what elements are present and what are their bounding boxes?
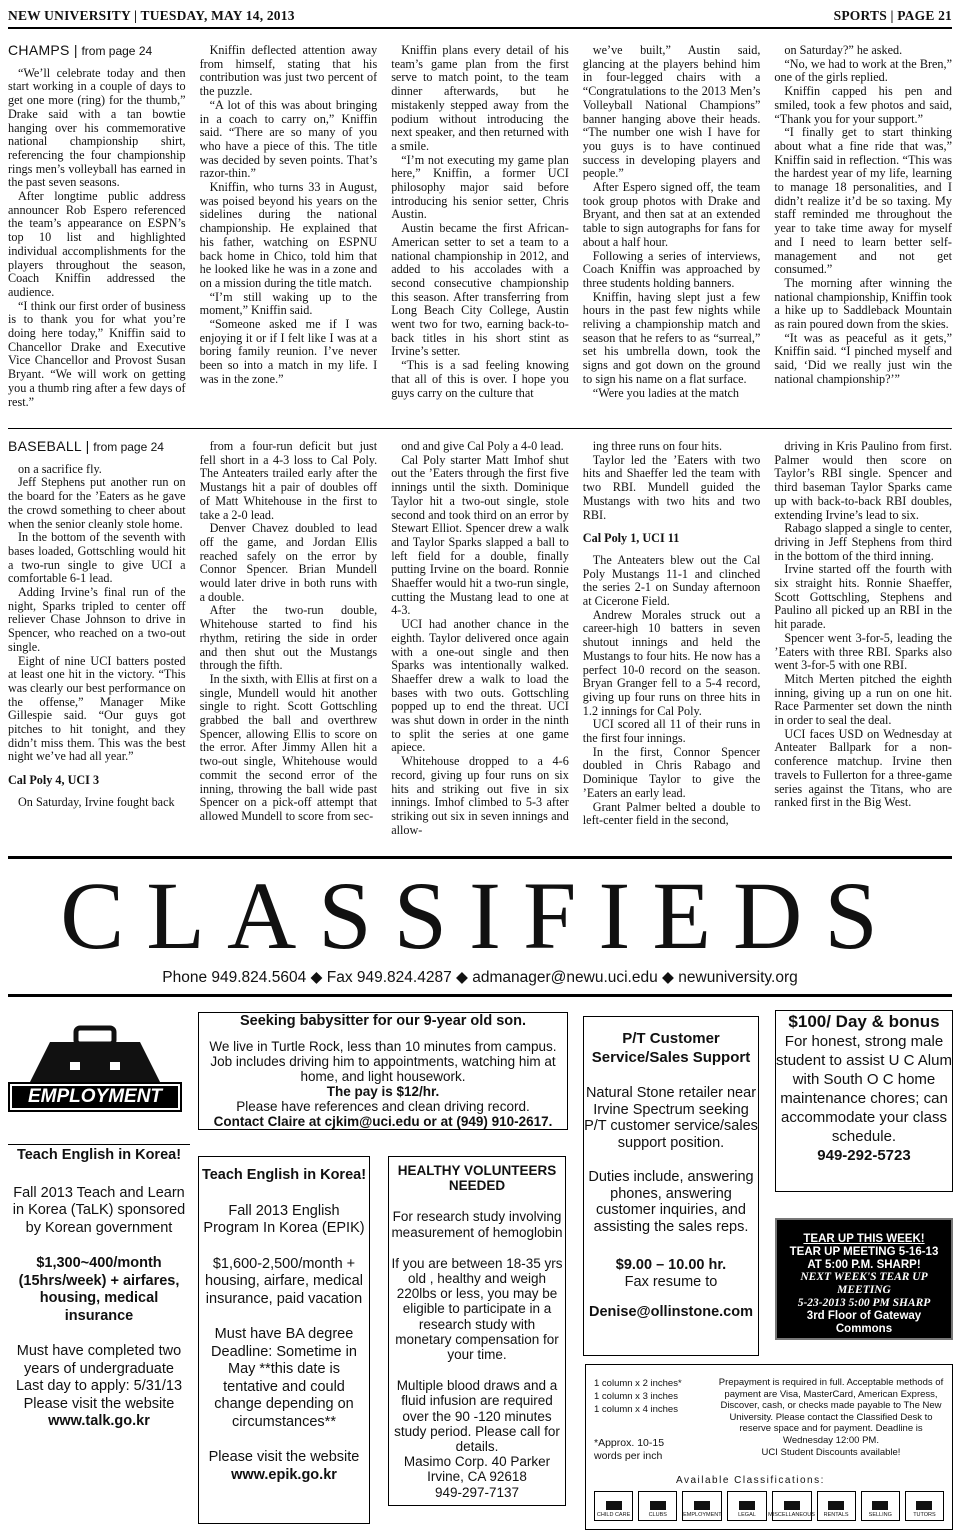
babysitter-body: We live in Turtle Rock, less than 10 minutes from campus. Job includes driving him to appointments, watching him at home, and light housework. [209, 1039, 557, 1084]
article-paragraph: driving in Kris Paulino from first. Palmer would then score on Taylor’s RBI single. Spencer and third baseman Taylor Sparks came up with back-to-back RBI doubles, extending Irvine’s lead to six. [774, 440, 952, 522]
rate-discount: UCI Student Discounts available! [761, 1446, 901, 1458]
talk-line-3: Must have completed two years of undergraduate [16, 1343, 182, 1377]
healthy-line-4: Masimo Corp. 40 Parker Irvine, CA 92618 [403, 1454, 551, 1485]
babysitter-refs: Please have references and clean driving record. [236, 1099, 530, 1114]
epik-line-4: Please visit the website [208, 1449, 360, 1465]
rate-terms [716, 1377, 946, 1458]
ad-healthy-volunteers [388, 1156, 566, 1506]
baseball-col-3 [391, 440, 569, 842]
healthy-line-3: Multiple blood draws and a fluid infusion are required over the 90 -120 minutes study period. Please call for details. [394, 1378, 560, 1455]
employment-label: EMPLOYMENT [10, 1084, 180, 1110]
rates-box [585, 1364, 953, 1530]
article-paragraph: After longtime public address announcer Rob Espero referenced the team’s appearance on ESPN’s top 10 list and highlighted individual accomplishments for the players throughout the season, Coach Kniffin addressed the audience. [8, 189, 186, 299]
category-icon-clubs [638, 1491, 677, 1521]
article-paragraph: After the two-run double, Whitehouse started to find his rhythm, retiring the side in order and then shut out the Mustangs through the fifth. [199, 603, 378, 673]
tearup-line-8: Commons [835, 1322, 893, 1335]
epik-line-1: Fall 2013 English Program In Korea (EPIK) [203, 1202, 365, 1236]
champs-jump-label: CHAMPS | [8, 44, 78, 58]
babysitter-contact: Contact Claire at cjkim@uci.edu or at (949) 910-2617. [213, 1114, 553, 1129]
article-paragraph: On Saturday, Irvine fought back [18, 794, 175, 809]
baseball-jump-label: BASEBALL | [8, 440, 90, 454]
article-paragraph: “A lot of this was about bringing in a coach to carry on,” Kniffin said. “There are so many of you who have a piece of this. The title was decided by seven points. That’s razor-thin.” [199, 97, 378, 181]
category-icon-tutors [905, 1491, 944, 1521]
champs-col-4 [583, 44, 761, 424]
baseball-col-4 [583, 440, 761, 842]
pt-email[interactable]: Denise@ollinstone.com [588, 1304, 753, 1320]
rate-sizes [594, 1377, 682, 1416]
article-paragraph: Adding Irvine’s final run of the night, Sparks tripled to center off reliever Chase Johnson to drive in Spencer, who reached on a two-out single. [8, 585, 186, 654]
epik-title: Teach English in Korea! [201, 1167, 367, 1183]
article-paragraph: UCI scored all 11 of their runs in the first four innings. [582, 717, 761, 746]
epik-website[interactable]: www.epik.go.kr [231, 1466, 337, 1483]
article-paragraph: “Were you ladies at the match [592, 385, 740, 400]
category-icon-rentals [817, 1491, 856, 1521]
article-paragraph: Irvine started off the fourth with six straight hits. Ronnie Shaeffer, Scott Gottschling, Stephens and Paulino all picked up an RBI in the hit parade. [774, 562, 952, 632]
pt-line-4: Fax resume to [624, 1273, 718, 1290]
article-paragraph: Eight of nine UCI batters posted at least one hit in the victory. “This was clearly our best performance on the offense,” Manager Mike Gillespie said. “Our guys got pitches to hit tonight, and they didn’t miss them. This was the best night we’ve had all year.” [8, 653, 186, 764]
article-paragraph: Taylor led the ’Eaters with two hits and Shaeffer led the team with two RBI. Mundell guided the Mustangs with two hits and two RBI. [582, 452, 761, 522]
article-paragraph: “I’m not executing my game plan here,” Kniffin, a former UCI philosophy major said before introducing his senior setter, Chris Austin. [391, 152, 569, 222]
category-label: TUTORS [913, 1512, 936, 1518]
article-paragraph: Denver Chavez doubled to lead off the game, and Jordan Ellis reached safely on the error by Connor Spencer. Brian Mundell would later drive in both runs with a double. [199, 521, 378, 604]
article-paragraph: Kniffin deflected attention away from himself, stating that his contribution was just two percent of the puzzle. [199, 44, 378, 99]
baseball-jump-from: from page 24 [93, 440, 164, 454]
hundred-body: For honest, strong male student to assist U C Alum with South O C home maintenance chores; can accommodate your class schedule. [776, 1033, 952, 1145]
talk-line-1: Fall 2013 Teach and Learn in Korea (TaLK) sponsored by Korean government [12, 1184, 186, 1236]
tear-up-notice [775, 1218, 953, 1340]
champs-col-5 [774, 44, 952, 424]
article-paragraph: Cal Poly starter Matt Imhof shut out the ’Eaters through the first five innings until the sixth. Dominique Taylor hit a two-out single, stole second and took third on an error by Stewart Elliot. Spencer drew a walk and Taylor Sparks slapped a ball to left field for a double, finally putting Irvine on the board. Ronnie Shaeffer would hit a two-run single, cutting the Mustang lead to one at 4-3. [391, 452, 569, 618]
article-paragraph: “No, we had to work at the Bren,” one of the girls replied. [774, 56, 952, 85]
header-right: SPORTS | PAGE 21 [833, 8, 952, 23]
article-paragraph: Jeff Stephens put another run on the board for the ’Eaters as he gave the crowd something to cheer about when the senior cleanly stole home. [8, 475, 186, 531]
talk-website[interactable]: www.talk.go.kr [48, 1413, 150, 1429]
baseball-jump-line [8, 440, 186, 455]
classifieds-contact-rule [8, 994, 952, 997]
story-divider [8, 428, 952, 429]
article-paragraph: Rabago slapped a single to center, driving in Jeff Stephens from third in the bottom of the third inning. [774, 521, 952, 563]
rate-terms-text: Prepayment is required in full. Acceptable methods of payment are Visa, MasterCard, American Express, Discover, cash, or checks made payable to The New University. Please contact the Classified Desk to reserve space and for payment. Deadline is Wednesday 12:00 PM. [718, 1377, 944, 1446]
tearup-line-4: NEXT WEEK'S TEAR UP [800, 1271, 928, 1284]
article-paragraph: After Espero signed off, the team took group photos with Drake and Bryant, and then sat at an extended table to sign autographs for fans for about a half hour. [582, 180, 761, 249]
category-label: CLUBS [648, 1512, 667, 1518]
pt-line-1: Natural Stone retailer near Irvine Spectrum seeking P/T customer service/sales support position. [584, 1085, 758, 1151]
category-label: EMPLOYMENT [683, 1512, 722, 1518]
article-paragraph: Whitehouse dropped to a 4-6 record, giving up four runs on six hits and striking out five in six innings. Imhof climbed to 5-3 after striking out six in seven innings and allow- [391, 754, 569, 837]
champs-col-3 [391, 44, 569, 424]
tearup-line-1: TEAR UP THIS WEEK! [803, 1233, 925, 1245]
category-label: SELLING [868, 1512, 892, 1518]
article-paragraph: UCI faces USD on Wednesday at Anteater Ballpark for a non-conference matchup. Irvine then travels to Fullerton for a three-game series against the Titans, who are ranked first in the Big West. [774, 726, 952, 810]
article-paragraph: Spencer went 3-for-5, leading the ’Eaters with three RBI. Sparks also went 3-for-5 with one RBI. [774, 630, 952, 673]
baseball-col-1 [8, 440, 186, 842]
rate-size-3: 1 column x 4 inches [594, 1404, 678, 1415]
subhead-cal-poly-1: Cal Poly 1, UCI 11 [582, 531, 680, 546]
briefcase-icon [10, 1012, 180, 1140]
baseball-col-5 [774, 440, 952, 842]
category-icon-child-care [594, 1491, 633, 1521]
ad-epik [198, 1156, 370, 1524]
category-icons [594, 1491, 944, 1521]
article-paragraph: Mitch Merten pitched the eighth inning, giving up a run on one hit. Race Parmenter set down the ninth in order to seal the deal. [774, 671, 952, 728]
subhead-cal-poly-4: Cal Poly 4, UCI 3 [8, 773, 100, 788]
hundred-title: $100/ Day & bonus [788, 1012, 940, 1031]
article-paragraph: Kniffin capped his pen and smiled, took a few photos and said, “Thank you for your support.” [774, 84, 952, 126]
article-paragraph: UCI had another chance in the eighth. Taylor delivered once again with a one-out single and then Sparks was intentionally walked. Shaeffer drew a walk to load the bases with two outs. Gottschling popped up to end the threat. UCI was shut down in order in the ninth to split the series at one game apiece. [391, 617, 569, 755]
category-icon-selling [861, 1491, 900, 1521]
article-paragraph: In the sixth, with Ellis at first on a single, Mundell would hit another single to right. Scott Gottschling grabbed the ball and overthrew Spencer, allowing Ellis to score on the error. After Jimmy Allen hit a two-out single, Whitehouse would commit the second error of the inning, throwing the ball wide past Spencer on a pick-off attempt that allowed Mundell to score from sec- [199, 671, 378, 823]
article-paragraph: Austin became the first African-American setter to set a team to a national championship in 2012, and added to his accolades with a second consecutive championship this season. After transferring from Long Beach City College, Austin went two for two, earning back-to-back titles in his short stint as Irvine’s setter. [391, 221, 569, 359]
category-label: RENTALS [823, 1512, 849, 1518]
article-paragraph: Kniffin plans every detail of his team’s game plan from the first serve to match point, to the team dinner afterwards, but he mistakenly stepped away from the podium without introducing the next speaker, and then returned with a smile. [391, 44, 569, 153]
talk-line-5: Please visit the website [23, 1395, 175, 1412]
talk-line-2: $1,300~400/month (15hrs/week) + airfares, housing, medical insurance [18, 1255, 180, 1324]
article-paragraph: “I’m still waking up to the moment,” Kniffin said. [199, 289, 378, 318]
rate-approx: *Approx. 10-15 words per inch [594, 1437, 665, 1462]
ad-pt-customer-service [583, 1016, 759, 1356]
article-paragraph: Kniffin, who turns 33 in August, was poised beyond his years on the sidelines during the national championship. He explained that his father, watching on ESPNU back home in Chico, told him that he looked like he was in a zone and on a mission during the title match. [199, 180, 378, 290]
article-paragraph: In the bottom of the seventh with bases loaded, Gottschling would hit a two-run single to give UCI a comfortable 6-1 lead. [8, 530, 186, 586]
category-icon-miscellaneous [768, 1491, 815, 1521]
healthy-title: HEALTHY VOLUNTEERS NEEDED [397, 1163, 557, 1194]
available-classifications: Available Classifications: [676, 1475, 825, 1486]
pt-line-2: Duties include, answering phones, answering customer inquiries, and assisting the sales reps. [588, 1169, 754, 1235]
article-paragraph: “This is a sad feeling knowing that all of this is over. I hope you guys carry on the culture that [391, 358, 569, 400]
pt-title: P/T Customer Service/Sales Support [591, 1030, 751, 1066]
header-rule [8, 27, 952, 29]
header-left: NEW UNIVERSITY | TUESDAY, MAY 14, 2013 [8, 8, 295, 23]
article-paragraph: Andrew Morales struck out a career-high 10 batters in seven shutout innings and held the Mustangs to four hits. He now has a perfect 10-0 record on the season. Bryan Granger fell to a 5-4 record, giving up four runs on three hits in 1.2 innings for Cal Poly. [582, 607, 761, 718]
healthy-phone: 949-297-7137 [434, 1484, 520, 1500]
article-paragraph: on Saturday?” he asked. [784, 44, 903, 57]
article-paragraph: Kniffin, having slept just a few hours in the past few nights while reliving a championship match and season that he refers to as “surreal,” set his umbrella down, took the signs and got down on the ground to sign his name on a flat surface. [582, 289, 761, 386]
classifieds-title: CLASSIFIEDS [60, 862, 900, 969]
epik-line-3: Must have BA degree Deadline: Sometime in May **this date is tentative and could change depending on circumstances** [211, 1326, 357, 1430]
tearup-line-6: 5-23-2013 5:00 PM SHARP [797, 1296, 931, 1309]
champs-story [8, 44, 952, 424]
tearup-line-7: 3rd Floor of Gateway [806, 1309, 922, 1322]
article-paragraph: “I finally get to start thinking about what a fine ride that was,” Kniffin said in reflection. “This was the hardest year of my life, learning to manage 18 personalities, and I didn’t realize it’d be so taxing. My staff reminded me throughout the year to take time away for myself and I need to learn better self-management and not get consumed.” [774, 125, 952, 277]
category-icon-employment [682, 1491, 722, 1521]
article-paragraph: ing three runs on four hits. [592, 440, 723, 453]
babysitter-pay: The pay is $12/hr. [326, 1084, 440, 1099]
ad-100-day [775, 1010, 953, 1192]
article-paragraph: “I think our first order of business is to thank you for what you’re doing here today,” Kniffin said to Chancellor Drake and Executive Vice Chancellor and Provost Susan Bryant. “We will work on getting you a thumb ring after a few days of rest.” [8, 298, 186, 409]
article-paragraph: “It was as peaceful as it gets,” Kniffin said. “I pinched myself and said, ‘Did we really just win the national championship?’” [774, 330, 952, 386]
champs-col-1 [8, 44, 186, 424]
article-paragraph: The Anteaters blew out the Cal Poly Mustangs 11-1 and clinched the series 2-1 on Sunday afternoon at Cicerone Field. [582, 552, 761, 609]
ad-talk [8, 1144, 190, 1530]
category-label: LEGAL [738, 1512, 756, 1518]
article-paragraph: ond and give Cal Poly a 4-0 lead. [401, 440, 564, 453]
page-header [8, 5, 952, 27]
talk-line-4: Last day to apply: 5/31/13 [15, 1378, 183, 1394]
hundred-phone: 949-292-5723 [817, 1147, 911, 1164]
healthy-line-2: If you are between 18-35 yrs old , healthy and weigh 220lbs or less, you may be eligible to participate in a research study with monetary compensation for your time. [391, 1255, 563, 1363]
rate-size-1: 1 column x 2 inches* [594, 1378, 682, 1389]
tearup-line-5: MEETING [837, 1284, 891, 1297]
article-paragraph: The morning after winning the national championship, Kniffin took a hike up to Saddleback Mountain as rain poured down from the skies. [774, 275, 952, 332]
baseball-col-2 [200, 440, 378, 842]
pt-pay: $9.00 – 10.00 hr. [615, 1257, 727, 1273]
article-paragraph: “Someone asked me if I was enjoying it or if I felt like I was at a boring family reunion. I’ve never been so into a match in my life. I was in the zone.” [199, 317, 378, 386]
article-paragraph: “We’ll celebrate today and then start working in a couple of days to get one more (ring) for the thumb,” Drake said with a tan bowtie hanging over his commemorative national championship shirt, referencing the four championship rings men’s volleyball has earned in the past seven seasons. [8, 65, 186, 190]
baseball-story [8, 440, 952, 842]
healthy-line-1: For research study involving measurement of hemoglobin [391, 1209, 563, 1240]
article-paragraph: Following a series of interviews, Coach Kniffin was approached by three students holding banners. [582, 248, 761, 290]
babysitter-title: Seeking babysitter for our 9-year old son. [239, 1013, 527, 1029]
ad-babysitter [198, 1012, 568, 1130]
article-paragraph: we’ve built,” Austin said, glancing at the players behind him in four-legged chairs with a “Congratulations to the 2013 Men’s Volleyball National Champions” banner hanging above their heads. “The number one wish I have for you guys is to have continued success in developing players and people.” [582, 44, 761, 181]
category-label: MISCELLANEOUS [768, 1512, 815, 1518]
champs-jump-from: from page 24 [81, 44, 153, 58]
tearup-line-2: TEAR UP MEETING 5-16-13 [789, 1245, 939, 1258]
article-paragraph: Grant Palmer belted a double to left-center field in the second, [582, 799, 761, 828]
talk-title: Teach English in Korea! [16, 1147, 182, 1163]
tearup-line-3: AT 5:00 P.M. SHARP! [807, 1258, 921, 1271]
champs-col-2 [200, 44, 378, 424]
category-label: CHILD CARE [596, 1512, 631, 1518]
epik-line-2: $1,600-2,500/month + housing, airfare, medical insurance, paid vacation [205, 1255, 363, 1307]
category-icon-legal [727, 1491, 766, 1521]
article-paragraph: on a sacrifice fly. [18, 461, 102, 476]
article-paragraph: from a four-run deficit but just fell short in a 4-3 loss to Cal Poly. The Anteaters trailed early after the Mustangs hit a pair of doubles off of Matt Whitehouse in the first to take a 2-0 lead. [199, 440, 378, 522]
classifieds-contact: Phone 949.824.5604 ◆ Fax 949.824.4287 ◆ admanager@newu.uci.edu ◆ newuniversity.org [162, 969, 798, 986]
article-paragraph: In the first, Connor Spencer doubled in Chris Rabago and Dominique Taylor to give the ’Eaters an early lead. [582, 744, 761, 800]
classifieds-top-rule [8, 856, 952, 859]
rate-size-2: 1 column x 3 inches [594, 1391, 678, 1402]
champs-jump-line [8, 44, 186, 59]
